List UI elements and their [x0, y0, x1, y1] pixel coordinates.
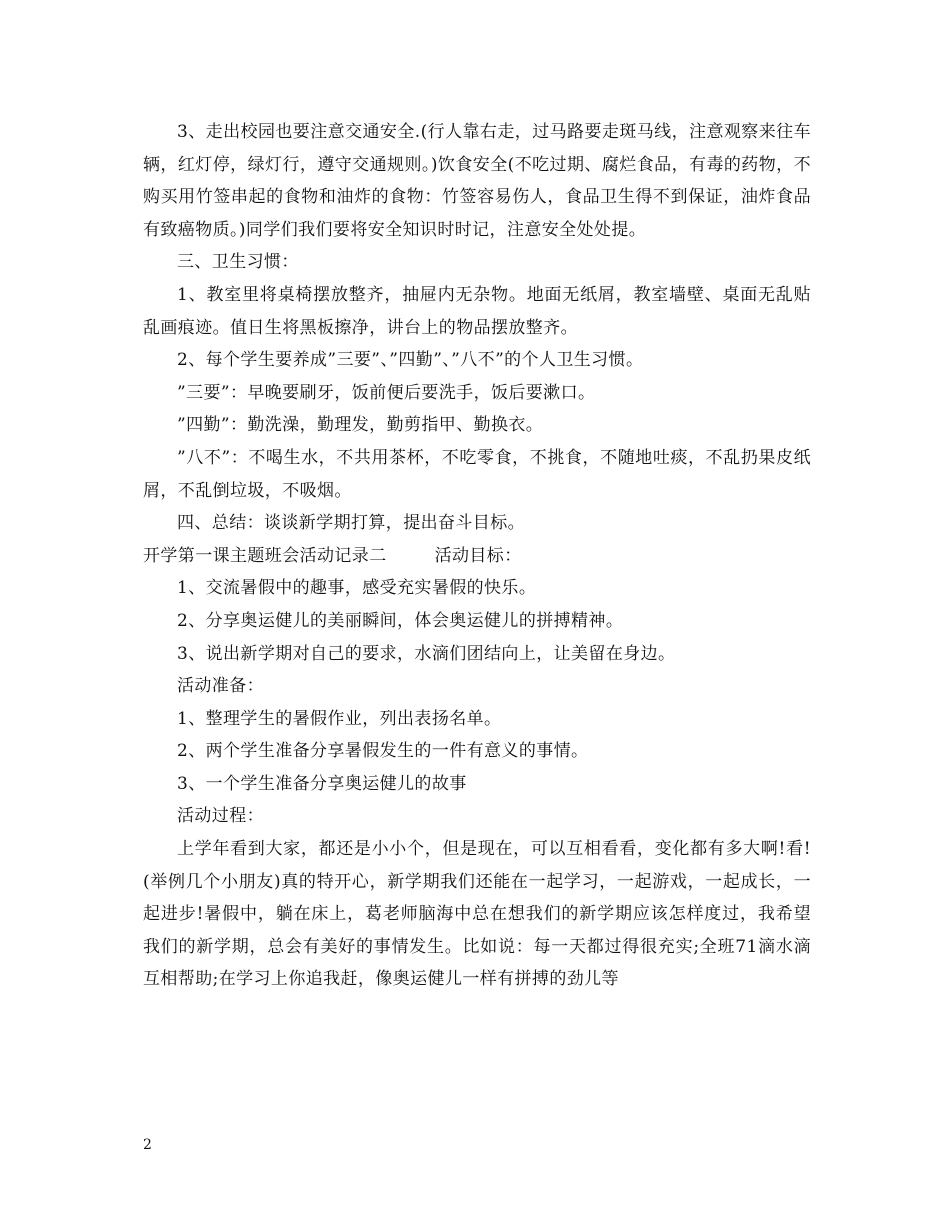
paragraph-eight-donts: ”八不”：不喝生水，不共用茶杯，不吃零食，不挑食，不随地吐痰，不乱扔果皮纸屑，不乱倒垃圾，不吸烟。	[143, 447, 811, 501]
record-title: 开学第一课主题班会活动记录二	[143, 545, 387, 566]
heading-activity-process: 活动过程：	[177, 806, 264, 827]
heading-activity-preparation: 活动准备：	[177, 676, 264, 697]
paragraph-personal-hygiene: 2、每个学生要养成”三要”、”四勤”、”八不”的个人卫生习惯。	[177, 350, 644, 371]
paragraph-goal-2: 2、分享奥运健儿的美丽瞬间，体会奥运健儿的拼搏精神。	[177, 610, 624, 631]
paragraph-prep-3: 3、一个学生准备分享奥运健儿的故事	[177, 773, 467, 794]
paragraph-traffic-food-safety: 3、走出校园也要注意交通安全.(行人靠右走，过马路要走斑马线，注意观察来往车辆，红灯停，绿灯行，遵守交通规则。)饮食安全(不吃过期、腐烂食品，有毒的药物，不购买用竹签串起的食物和油炸的食物：竹签容易伤人，食品卫生得不到保证，油炸食品有致癌物质。)同学们我们要将安全知识时时记，注意安全处处提。	[143, 122, 811, 240]
paragraph-prep-1: 1、整理学生的暑假作业，列出表扬名单。	[177, 708, 502, 729]
record-subtitle: 活动目标：	[434, 545, 522, 566]
paragraph-process-intro: 上学年看到大家，都还是小小个，但是现在，可以互相看看，变化都有多大啊!看!(举例几个小朋友)真的特开心，新学期我们还能在一起学习，一起游戏，一起成长，一起进步!暑假中，躺在床上，葛老师脑海中总在想我们的新学期应该怎样度过，我希望我们的新学期，总会有美好的事情发生。比如说：每一天都过得很充实;全班71滴水滴互相帮助;在学习上你追我赶，像奥运健儿一样有拼搏的劲儿等	[143, 839, 811, 990]
paragraph-goal-3: 3、说出新学期对自己的要求，水滴们团结向上，让美留在身边。	[177, 643, 676, 664]
paragraph-prep-2: 2、两个学生准备分享暑假发生的一件有意义的事情。	[177, 741, 589, 762]
heading-hygiene-habits: 三、卫生习惯：	[177, 252, 299, 273]
paragraph-four-diligences: ”四勤”：勤洗澡，勤理发，勤剪指甲、勤换衣。	[177, 415, 544, 436]
paragraph-classroom-tidiness: 1、教室里将桌椅摆放整齐，抽屉内无杂物。地面无纸屑，教室墙壁、桌面无乱贴乱画痕迹。值日生将黑板擦净，讲台上的物品摆放整齐。	[143, 284, 811, 338]
paragraph-three-musts: ”三要”：早晚要刷牙，饭前便后要洗手，饭后要漱口。	[177, 382, 596, 403]
document-body	[143, 116, 811, 996]
page-number: 2	[143, 1137, 152, 1153]
record-title-line	[143, 540, 811, 573]
paragraph-goal-1: 1、交流暑假中的趣事，感受充实暑假的快乐。	[177, 578, 537, 599]
paragraph-summary: 四、总结：谈谈新学期打算，提出奋斗目标。	[177, 513, 525, 534]
